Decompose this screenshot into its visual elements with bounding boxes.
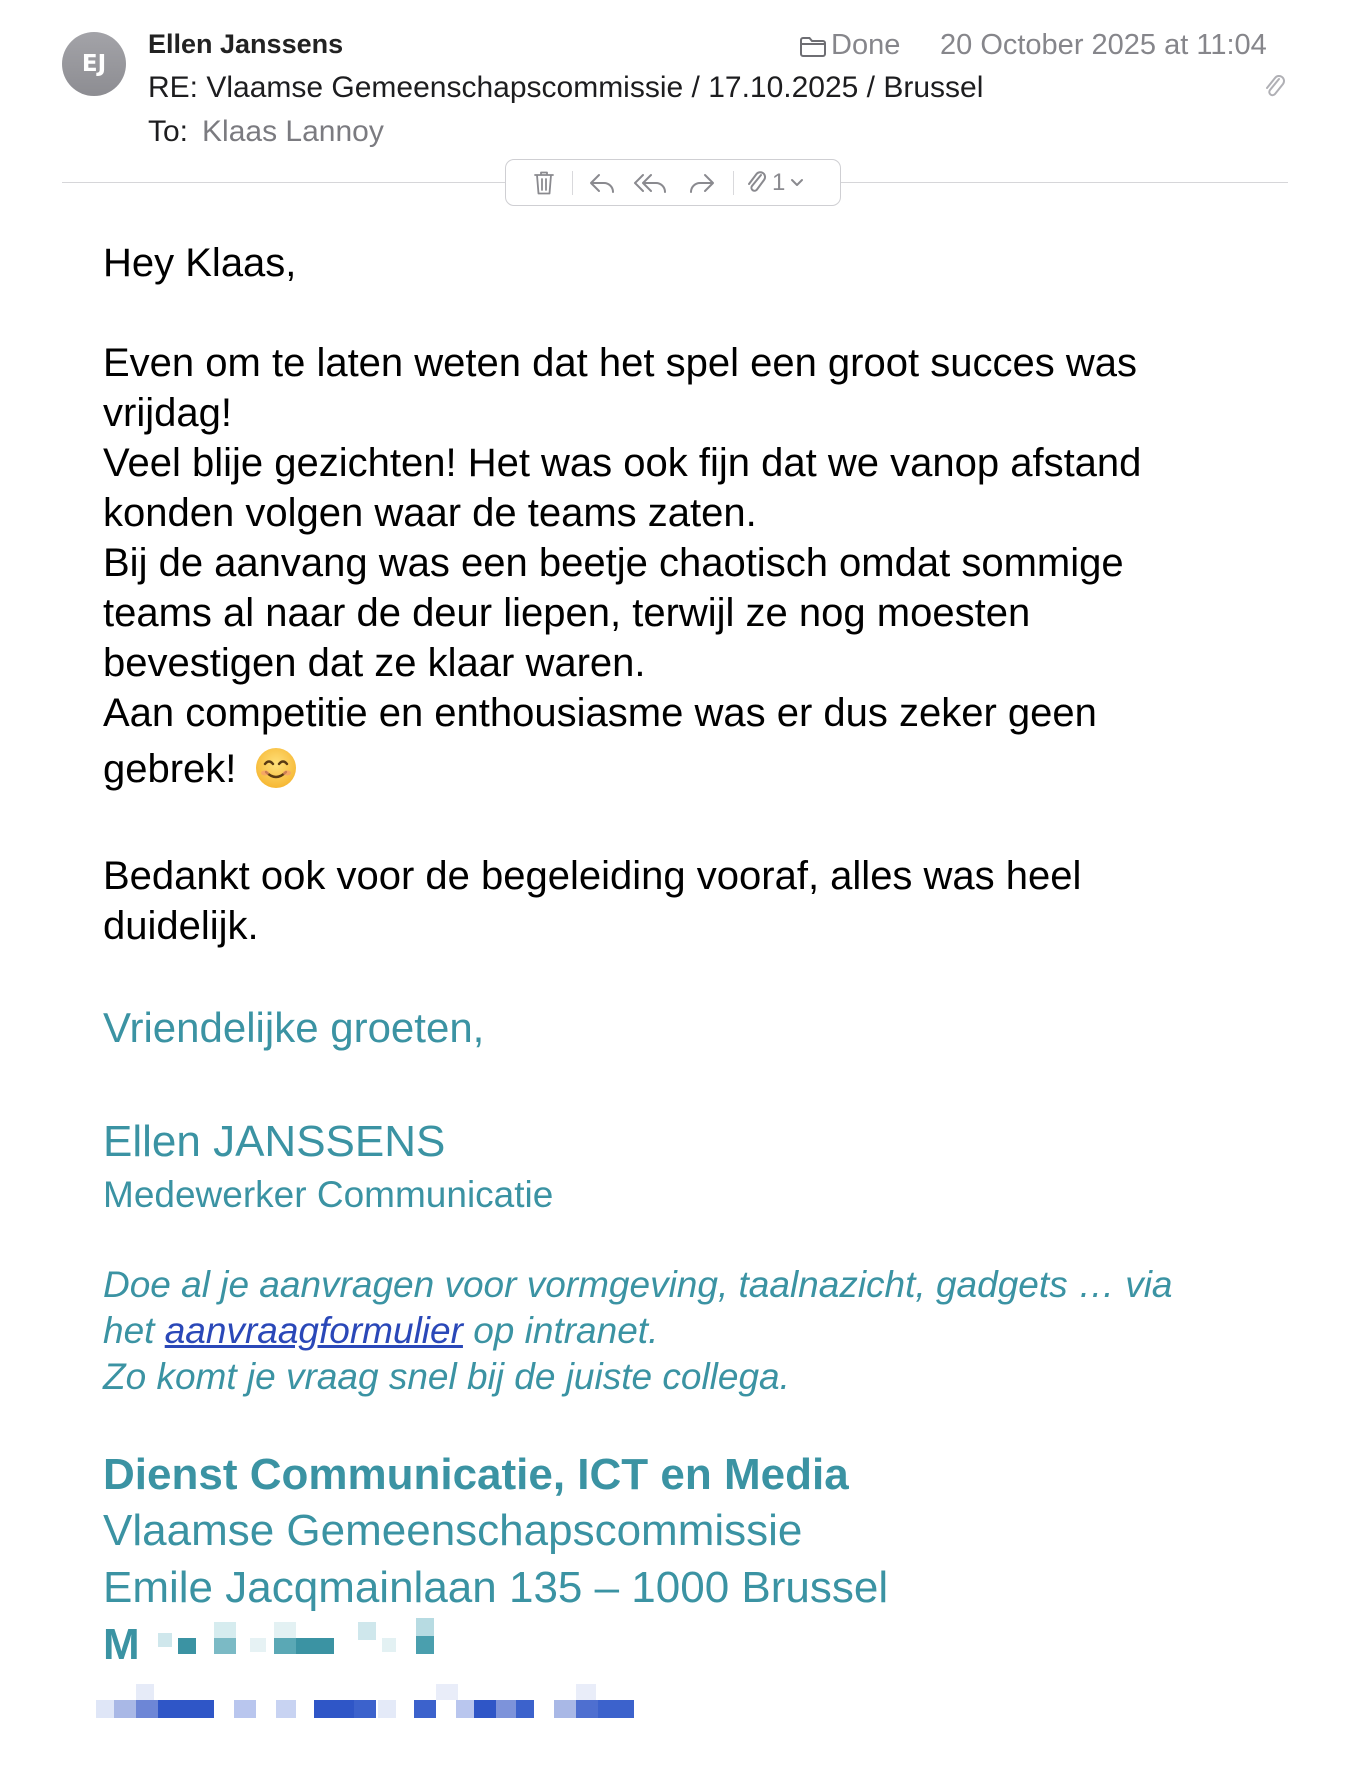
body-line: bevestigen dat ze klaar waren. [103,641,646,685]
sender-name[interactable]: Ellen Janssens [148,29,344,59]
body-line: duidelijk. [103,904,259,948]
body-line: vrijdag! [103,391,232,435]
recipient-row [148,115,384,149]
folder-icon [798,33,828,59]
reply-all-button[interactable] [623,160,679,205]
message-toolbar [505,159,841,206]
note-text: het [103,1310,165,1351]
paperclip-icon [746,170,768,196]
body-line: Even om te laten weten dat het spel een groot succes was [103,341,1137,385]
reply-icon [588,172,616,194]
note-line: Doe al je aanvragen voor vormgeving, taalnazicht, gadgets … via [103,1264,1173,1305]
recipient-name[interactable]: Klaas Lannoy [202,115,384,148]
received-date: 20 October 2025 at 11:04 [940,29,1267,61]
request-form-link[interactable]: aanvraagformulier [164,1310,463,1351]
attachments-button[interactable] [742,160,809,205]
body-line-with-emoji [103,744,1283,794]
signature-name: Ellen JANSSENS [103,1117,446,1166]
toolbar-separator [733,171,734,195]
signature-department: Dienst Communicatie, ICT en Media [103,1450,849,1499]
body-line: Aan competitie en enthousiasme was er dus zeker geen [103,691,1097,735]
note-line: Zo komt je vraag snel bij de juiste collega. [103,1356,790,1397]
forward-icon [688,172,716,194]
body-line: teams al naar de deur liepen, terwijl ze nog moesten [103,591,1031,635]
attachment-indicator-icon [1262,72,1288,102]
body-line: gebrek! [103,747,237,791]
avatar: EJ [62,32,126,96]
body-line: Bedankt ook voor de begeleiding vooraf, alles was heel [103,854,1082,898]
subject-line: RE: Vlaamse Gemeenschapscommissie / 17.10.2025 / Brussel [148,71,984,104]
folder-name: Done [831,29,901,61]
chevron-down-icon [789,177,805,189]
body-line: Bij de aanvang was een beetje chaotisch omdat sommige [103,541,1124,585]
toolbar-separator [572,171,573,195]
reply-button[interactable] [581,160,623,205]
to-label: To: [148,115,189,148]
signature-role: Medewerker Communicatie [103,1174,554,1215]
smiling-face-emoji-icon [254,746,298,790]
closing: Vriendelijke groeten, [103,1004,485,1051]
message-paragraph [103,338,1283,794]
note-text: op intranet. [462,1310,659,1351]
body-line: Veel blije gezichten! Het was ook fijn dat we vanop afstand [103,441,1142,485]
greeting: Hey Klaas, [103,241,297,285]
mobile-label: M [103,1620,140,1669]
signature-note [103,1262,1283,1400]
attachment-count: 1 [772,168,786,196]
signature-address: Emile Jacqmainlaan 135 – 1000 Brussel [103,1563,889,1612]
reply-all-icon [633,172,669,194]
delete-button[interactable] [524,160,564,205]
body-line: konden volgen waar de teams zaten. [103,491,757,535]
thanks-paragraph [103,851,1283,951]
trash-icon [533,170,555,196]
forward-button[interactable] [679,160,725,205]
note-line [103,1308,1283,1354]
signature-organization: Vlaamse Gemeenschapscommissie [103,1506,803,1555]
mailbox-folder[interactable] [798,29,900,62]
